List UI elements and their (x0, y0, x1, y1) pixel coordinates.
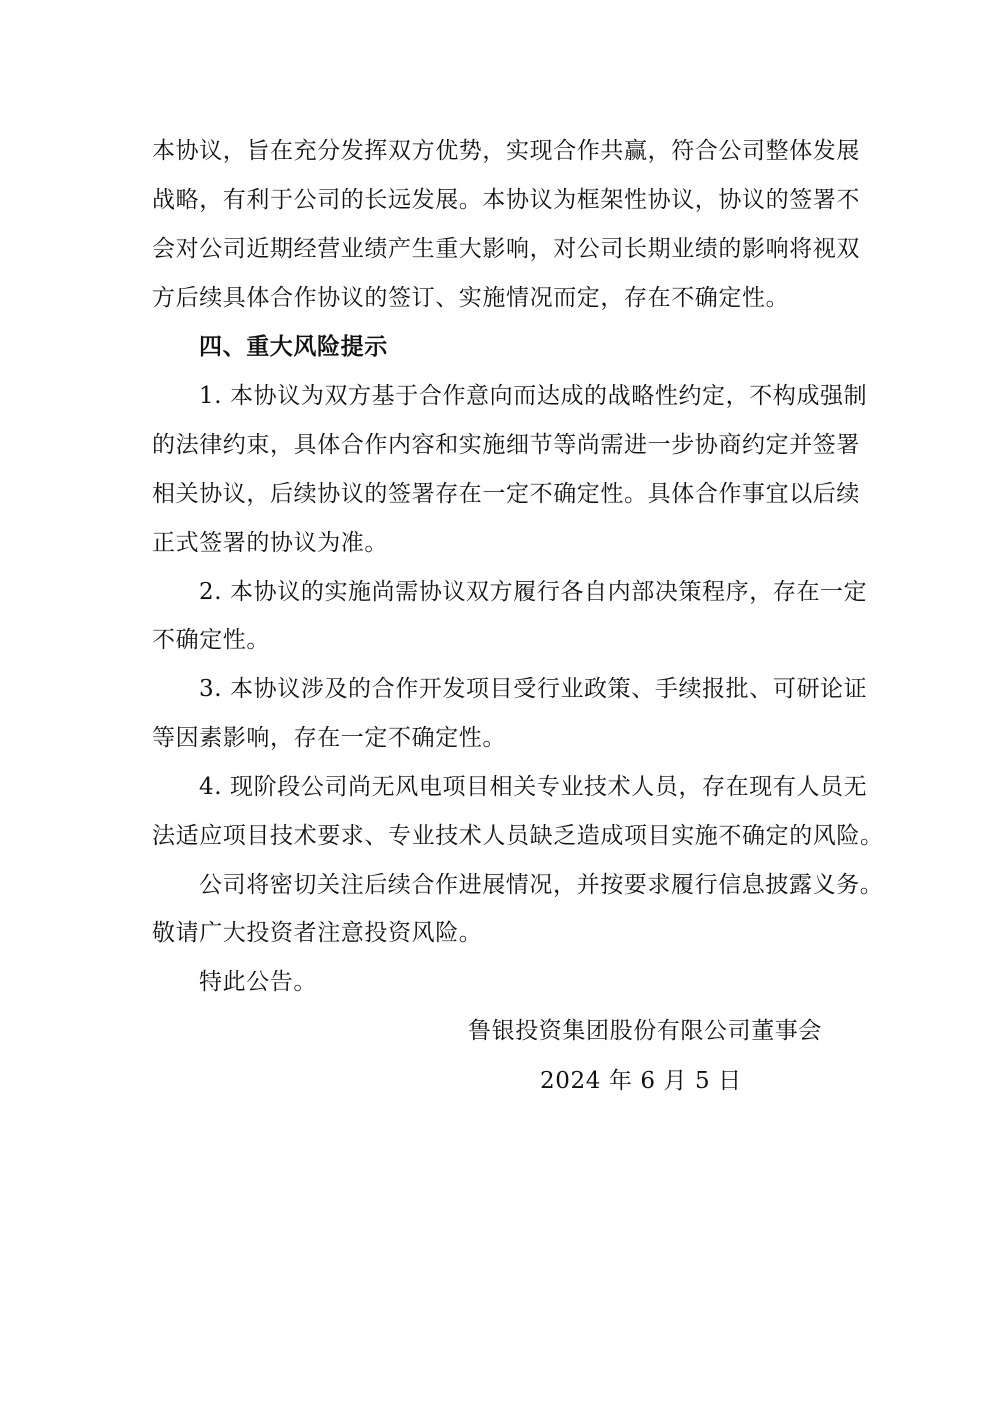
intro-line-2: 战略，有利于公司的长远发展。本协议为框架性协议，协议的签署不 (152, 187, 860, 213)
risk-4-line-2: 法适应项目技术要求、专业技术人员缺乏造成项目实施不确定的风险。 (152, 823, 884, 849)
risk-1-line-2: 的法律约束，具体合作内容和实施细节等尚需进一步协商约定并签署 (152, 432, 860, 458)
risk-3-line-2: 等因素影响，存在一定不确定性。 (152, 725, 506, 751)
risk-1-line-4: 正式签署的协议为准。 (152, 530, 388, 556)
risk-4-line-1: 4. 现阶段公司尚无风电项目相关专业技术人员，存在现有人员无 (199, 774, 868, 800)
intro-line-4: 方后续具体合作协议的签订、实施情况而定，存在不确定性。 (152, 285, 790, 311)
signatory: 鲁银投资集团股份有限公司董事会 (468, 1018, 822, 1044)
risk-2-line-2: 不确定性。 (152, 627, 270, 653)
risk-3-line-1: 3. 本协议涉及的合作开发项目受行业政策、手续报批、可研论证 (199, 676, 868, 702)
closing-line-1: 公司将密切关注后续合作进展情况，并按要求履行信息披露义务。 (199, 872, 884, 898)
closing-line-2: 敬请广大投资者注意投资风险。 (152, 920, 483, 946)
section-heading: 四、重大风险提示 (199, 333, 388, 360)
intro-line-1: 本协议，旨在充分发挥双方优势，实现合作共赢，符合公司整体发展 (152, 138, 860, 164)
risk-2-line-1: 2. 本协议的实施尚需协议双方履行各自内部决策程序，存在一定 (199, 579, 868, 605)
intro-line-3: 会对公司近期经营业绩产生重大影响，对公司长期业绩的影响将视双 (152, 236, 860, 262)
risk-1-line-1: 1. 本协议为双方基于合作意向而达成的战略性约定，不构成强制 (199, 383, 868, 409)
risk-1-line-3: 相关协议，后续协议的签署存在一定不确定性。具体合作事宜以后续 (152, 481, 860, 507)
document-date: 2024 年 6 月 5 日 (540, 1068, 742, 1094)
announcement-text: 特此公告。 (199, 969, 317, 995)
